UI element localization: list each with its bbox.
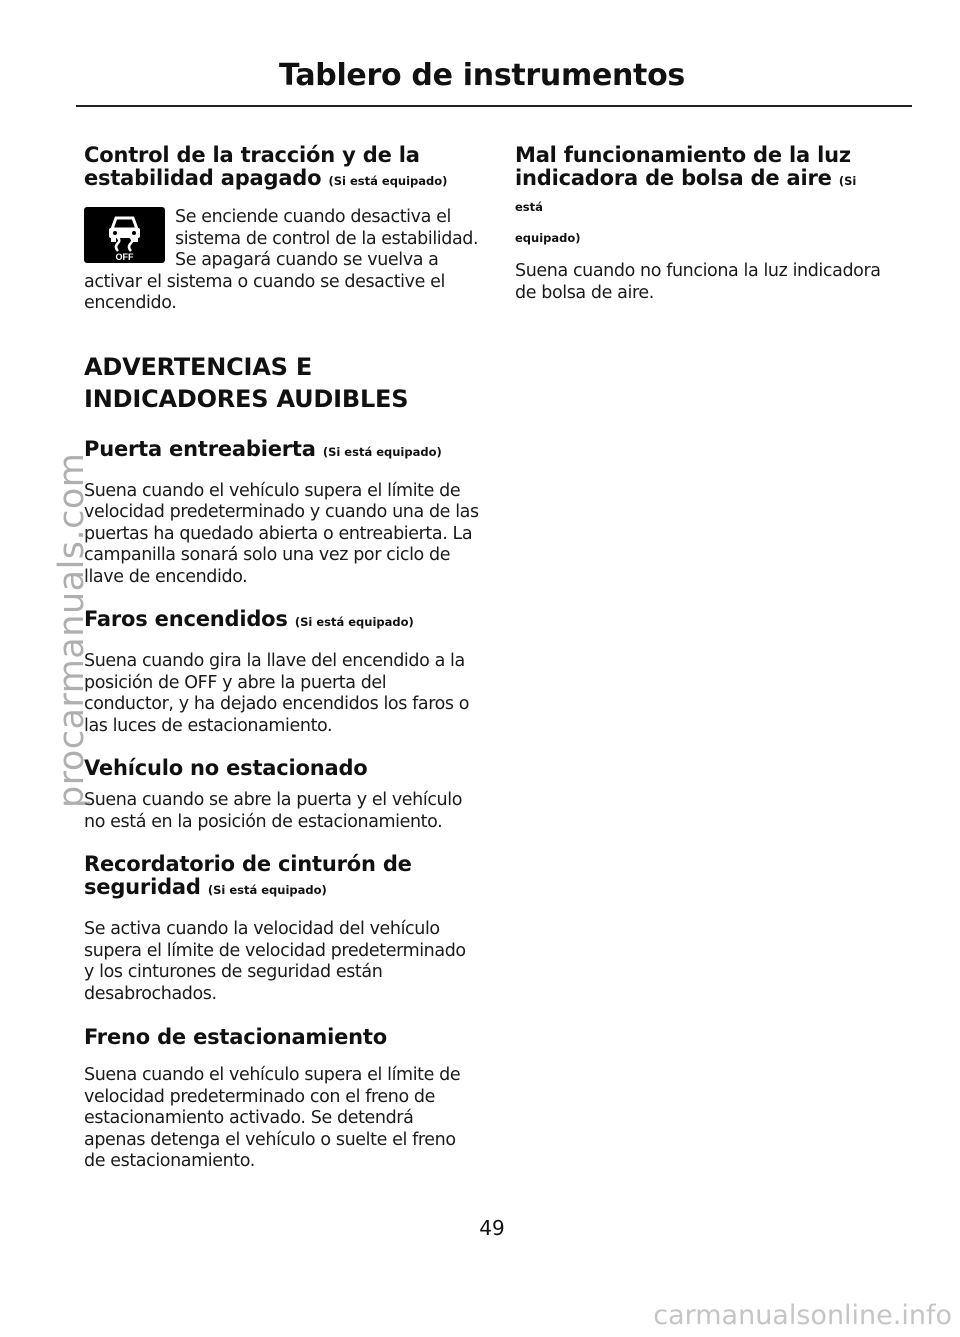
equipped-note: equipado) — [515, 231, 581, 245]
headlamps-on-text: Suena cuando gira la llave del encendido a la posición de OFF y abre la puerta del conductor, y ha dejado encendidos los faros o las luces de estacionamiento. — [84, 651, 470, 736]
watermark-side: procarmanuals.com — [52, 452, 92, 808]
door-ajar-text: Suena cuando el vehículo supera el límite de velocidad predeterminado y cuando una de las puertas ha quedado abierta o entreabierta. La campanilla sonará solo una vez por ciclo de llave de encendido. — [84, 480, 479, 587]
traction-control-text: Se enciende cuando desactiva el sistema de control de la estabilidad. Se apagará cuando se vuelva a activar el sistema o cuando se desactive el encendido. — [84, 207, 479, 313]
equipped-note: (Si está equipado) — [207, 883, 327, 897]
seatbelt-reminder-heading: Recordatorio de cinturón de seguridad (Si está equipado) — [84, 852, 412, 899]
left-column — [84, 144, 479, 1173]
traction-control-off-icon — [84, 207, 165, 263]
not-parked-heading: Vehículo no estacionado — [84, 756, 368, 780]
page-number: 49 — [479, 1216, 505, 1240]
traction-control-block — [84, 207, 479, 315]
airbag-warning-text: Suena cuando no funciona la luz indicadora de bolsa de aire. — [515, 261, 881, 303]
right-column — [515, 144, 885, 304]
header-divider — [76, 105, 912, 107]
section-title: ADVERTENCIAS E INDICADORES AUDIBLES — [84, 352, 409, 413]
parking-brake-text: Suena cuando el vehículo supera el límite de velocidad predeterminado con el freno de estacionamiento activado. Se detendrá apenas detenga el vehículo o suelte el freno de estacionamiento. — [84, 1065, 461, 1171]
seatbelt-reminder-text: Se activa cuando la velocidad del vehículo supera el límite de velocidad predeterminado y los cinturones de seguridad están desabrochados. — [84, 919, 466, 1004]
page-header — [0, 58, 960, 93]
equipped-note: (Si está equipado) — [294, 615, 414, 629]
svg-text:OFF: OFF — [115, 252, 134, 262]
parking-brake-heading: Freno de estacionamiento — [84, 1025, 387, 1049]
not-parked-text: Suena cuando se abre la puerta y el vehículo no está en la posición de estacionamiento. — [84, 790, 462, 832]
page-title: Tablero de instrumentos — [279, 58, 685, 93]
traction-control-heading: Control de la tracción y de la estabilidad apagado (Si está equipado) — [84, 143, 448, 190]
airbag-warning-heading: Mal funcionamiento de la luz indicadora de bolsa de aire (Si está — [515, 143, 857, 214]
equipped-note: (Si está equipado) — [322, 444, 442, 459]
headlamps-on-heading: Faros encendidos (Si está equipado) — [84, 607, 414, 631]
door-ajar-heading: Puerta entreabierta (Si está equipado) — [84, 436, 442, 461]
equipped-note: (Si está equipado) — [328, 174, 448, 188]
watermark-bottom: carmanualsonline.info — [653, 1300, 952, 1331]
